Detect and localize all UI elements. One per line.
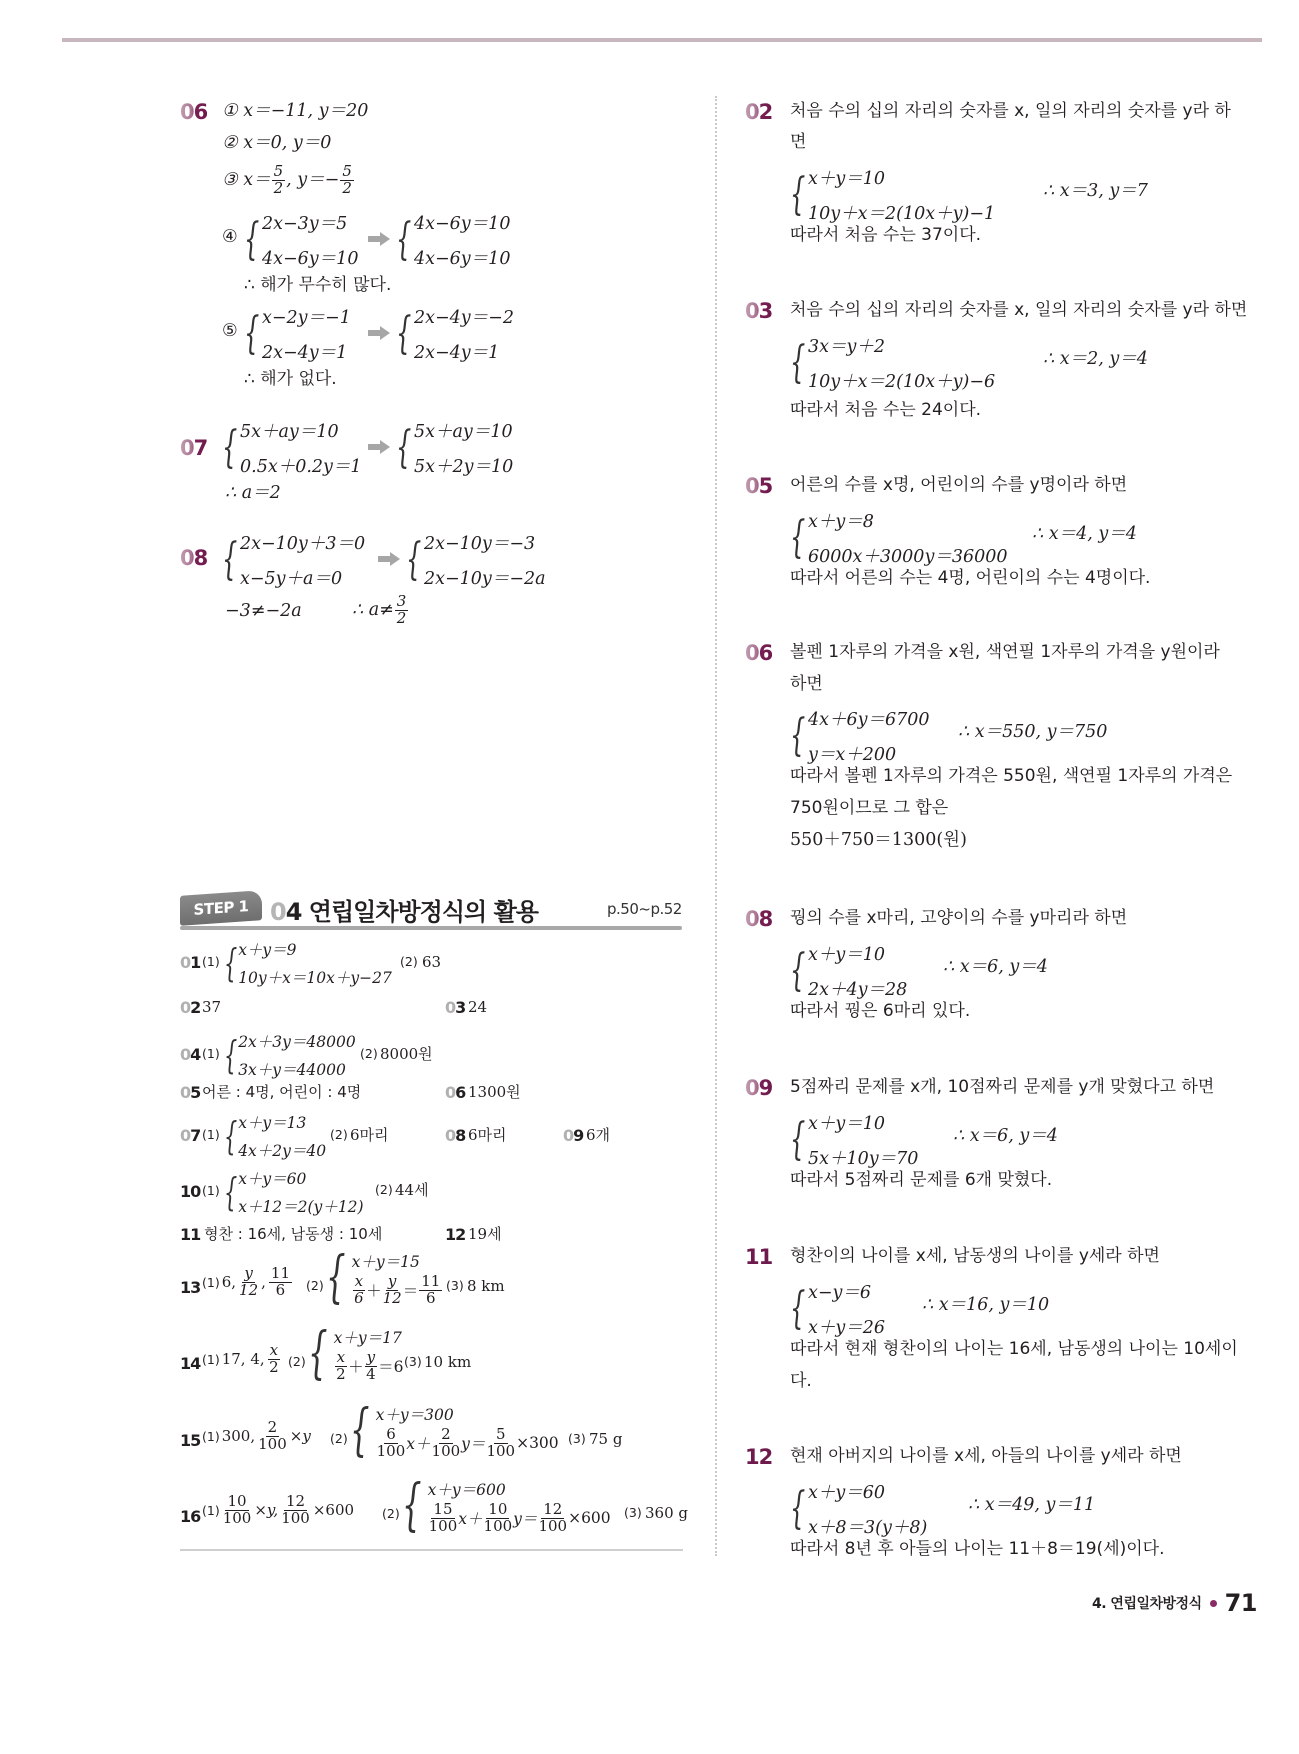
answer-value: 19세: [468, 1225, 502, 1243]
part-label: (1): [202, 1127, 220, 1142]
answer-value: 6마리: [468, 1126, 507, 1144]
brace-icon: {: [224, 1033, 238, 1077]
equation-system: [396, 418, 513, 478]
answer-value: 6마리: [350, 1126, 389, 1144]
eq-line: 4x−6y＝10: [414, 249, 511, 269]
answer-number: 08: [445, 1126, 466, 1145]
answer-value: 1300원: [468, 1083, 521, 1101]
answer-value: 형찬 : 16세, 남동생 : 10세: [204, 1225, 383, 1243]
arrow-right-icon: [378, 552, 400, 566]
conclusion-text: ∴ a≠: [352, 599, 394, 620]
page-range: p.50~p.52: [607, 900, 682, 918]
denominator: 2: [396, 608, 407, 627]
conclusion: ∴ 해가 무수히 많다.: [244, 275, 392, 295]
brace-icon: {: [790, 710, 806, 761]
equation-system: [790, 941, 907, 1001]
equation-system: [308, 1321, 404, 1387]
fraction: $\frac{12}{100}$: [538, 1500, 568, 1535]
numerator: 2: [267, 1418, 278, 1436]
eq-line: x−2y＝−1: [262, 308, 351, 328]
section-bottom-rule: [180, 1549, 683, 1551]
denominator: 100: [258, 1434, 287, 1453]
eq-line: x＋y＝26: [808, 1318, 886, 1338]
answer-number: 16: [180, 1507, 201, 1526]
numerator: 11: [270, 1264, 290, 1282]
answer-value: ×y: [289, 1427, 311, 1446]
brace-icon: {: [308, 1321, 328, 1387]
brace-icon: {: [224, 941, 238, 985]
item-1: ① x＝−11, y＝20: [222, 101, 369, 121]
eq-line: x＋y＝17: [333, 1329, 402, 1347]
arrow-right-icon: [368, 440, 390, 454]
brace-icon: {: [350, 1398, 370, 1464]
equation-system: [350, 1398, 559, 1464]
denominator: 12: [239, 1280, 259, 1299]
equation-system: [224, 1111, 326, 1161]
conclusion: 따라서 어른의 수는 4명, 어린이의 수는 4명이다.: [790, 568, 1151, 588]
denominator: 2: [269, 1357, 279, 1376]
eq-line: 5x＋2y＝10: [414, 457, 514, 477]
result: ∴ x＝2, y＝4: [1043, 349, 1148, 369]
item-3-mid: , y＝−: [286, 169, 340, 190]
brace-icon: {: [326, 1245, 346, 1311]
part-label: (3): [446, 1278, 464, 1293]
section-title: [270, 892, 538, 927]
step-badge: STEP 1: [180, 890, 262, 926]
eq-line: 3x＋y＝44000: [238, 1061, 346, 1079]
answer-value: 44세: [395, 1181, 429, 1199]
equation-system: [396, 304, 514, 364]
eq-line: x＋y＝15: [351, 1253, 420, 1271]
result: ∴ x＝16, y＝10: [922, 1295, 1050, 1315]
answer-number: 03: [445, 998, 466, 1017]
eq-line: 4x＋2y＝40: [238, 1142, 327, 1160]
conclusion: ∴ a＝2: [225, 483, 281, 503]
eq-line: 2x＋4y＝28: [808, 980, 908, 1000]
equation-system: [396, 210, 510, 270]
answer-number: 02: [180, 998, 201, 1017]
eq-line: x＋y＝10: [808, 169, 886, 189]
part-label: (2): [382, 1506, 400, 1521]
answer-value: 6,: [221, 1273, 237, 1292]
fraction: $\frac{2}{100}$: [431, 1425, 461, 1460]
eq-line: 2x＋3y＝48000: [238, 1033, 356, 1051]
fraction: $\frac{x}{6}$: [354, 1272, 364, 1307]
eq-line: [352, 1274, 444, 1307]
eq-line: 2x−3y＝5: [262, 214, 348, 234]
part-label: (3): [568, 1431, 586, 1446]
equation-system: [790, 706, 930, 766]
answer-number: 10: [180, 1182, 201, 1201]
eq-line: x＋y＝600: [427, 1481, 506, 1499]
part-label: (1): [202, 1183, 220, 1198]
operator: ＝: [402, 1282, 419, 1301]
fraction: [269, 1266, 292, 1299]
equation-system: [326, 1245, 443, 1311]
equation-system: [224, 1030, 356, 1080]
brace-icon: {: [224, 1114, 238, 1158]
answer-value: 17, 4,: [221, 1350, 265, 1369]
fraction: [268, 1343, 280, 1376]
item-2: ② x＝0, y＝0: [222, 133, 332, 153]
numerator: 12: [285, 1492, 306, 1510]
chapter-title: 4. 연립일차방정식: [1092, 1596, 1202, 1612]
eq-line: x＋y＝10: [808, 1114, 886, 1134]
answer-number: 04: [180, 1045, 201, 1064]
answer-number: 09: [563, 1126, 584, 1145]
brace-icon: {: [406, 534, 422, 585]
numerator: 5: [342, 162, 352, 180]
numerator: x: [269, 1341, 279, 1359]
eq-line: x＋y＝10: [808, 945, 886, 965]
problem-number: 02: [745, 100, 773, 124]
part-label: (1): [202, 1046, 220, 1061]
eq-line: 5x＋ay＝10: [414, 422, 513, 442]
problem-number: 12: [745, 1445, 773, 1469]
numerator: y: [244, 1264, 253, 1282]
fraction: $\frac{x}{2}$: [336, 1348, 346, 1383]
text-line: 면: [790, 132, 807, 152]
problem-number: 06: [745, 641, 773, 665]
denominator: 6: [275, 1280, 286, 1299]
brace-icon: {: [222, 422, 238, 473]
item-4-label: ④: [222, 227, 238, 247]
eq-line: 10y＋x＝2(10x＋y)−1: [808, 204, 996, 224]
answer-value: 75 g: [589, 1430, 623, 1448]
step-underline: [180, 926, 682, 930]
brace-icon: {: [244, 214, 260, 265]
equation-system: [790, 1479, 927, 1539]
eq-line: 2x−4y＝1: [414, 343, 500, 363]
operator: ＋: [366, 1282, 382, 1301]
term: x＋: [458, 1510, 483, 1529]
part-label: (3): [404, 1354, 422, 1369]
equation-system: [406, 530, 546, 590]
equation-system: [224, 1167, 364, 1217]
page-number: 71: [1224, 1589, 1258, 1617]
denominator: 100: [281, 1508, 310, 1527]
bullet-dot-icon: [1210, 1600, 1217, 1607]
eq-line: 10y＋x＝10x＋y−27: [238, 969, 392, 987]
eq-line: 4x−6y＝10: [262, 249, 359, 269]
answer-value: 6개: [586, 1126, 611, 1144]
eq-line: 10y＋x＝2(10x＋y)−6: [808, 372, 996, 392]
item-3-label: ③ x＝: [222, 169, 271, 190]
answer-value: 8 km: [467, 1277, 505, 1295]
result: ∴ x＝550, y＝750: [958, 722, 1108, 742]
brace-icon: {: [244, 308, 260, 359]
text-line: 5점짜리 문제를 x개, 10점짜리 문제를 y개 맞혔다고 하면: [790, 1077, 1215, 1097]
text-line: 하면: [790, 674, 823, 694]
fraction: $\frac{y}{12}$: [382, 1272, 402, 1307]
equation-system: [790, 508, 1008, 568]
problem-number: 05: [745, 474, 773, 498]
brace-icon: {: [790, 945, 806, 996]
answer-value: 어른 : 4명, 어린이 : 4명: [202, 1083, 362, 1101]
eq-line: 2x−10y＋3＝0: [240, 534, 366, 554]
arrow-right-icon: [368, 326, 390, 340]
part-label: (2): [330, 1431, 348, 1446]
part-label: (2): [288, 1354, 306, 1369]
eq-line: 2x−10y＝−2a: [424, 569, 546, 589]
conclusion: 따라서 꿩은 6마리 있다.: [790, 1001, 971, 1021]
brace-icon: {: [790, 337, 806, 388]
conclusion: 따라서 5점짜리 문제를 6개 맞혔다.: [790, 1170, 1053, 1190]
answer-value: 360 g: [645, 1504, 689, 1522]
brace-icon: {: [224, 1170, 238, 1214]
answer-number: 07: [180, 1126, 201, 1145]
term: y＝: [461, 1435, 486, 1454]
answer-number: 14: [180, 1354, 201, 1373]
eq-line: 4x＋6y＝6700: [808, 710, 930, 730]
text-line: 어른의 수를 x명, 어린이의 수를 y명이라 하면: [790, 475, 1128, 495]
numerator: 10: [227, 1492, 247, 1510]
eq-line: 2x−4y＝−2: [414, 308, 514, 328]
title-text: 연립일차방정식의 활용: [308, 898, 538, 926]
conclusion: 따라서 처음 수는 24이다.: [790, 400, 982, 420]
numerator: 3: [396, 592, 407, 610]
text-line: 꿩의 수를 x마리, 고양이의 수를 y마리라 하면: [790, 908, 1128, 928]
conclusion: 따라서 처음 수는 37이다.: [790, 225, 982, 245]
term: x＋: [406, 1435, 431, 1454]
term: y＝: [513, 1510, 538, 1529]
problem-number: 07: [180, 436, 208, 460]
text-line: 현재 아버지의 나이를 x세, 아들의 나이를 y세라 하면: [790, 1446, 1182, 1466]
operator: ＝6: [378, 1358, 404, 1377]
answer-value: 10 km: [424, 1353, 472, 1371]
answer-number: 12: [445, 1225, 466, 1244]
part-label: (2): [360, 1046, 378, 1061]
eq-line: x＋y＝13: [238, 1114, 307, 1132]
arrow-right-icon: [368, 232, 390, 246]
fraction: $\frac{11}{6}$: [421, 1272, 441, 1307]
answer-number: 06: [445, 1083, 466, 1102]
brace-icon: {: [790, 512, 806, 563]
text-line: 처음 수의 십의 자리의 숫자를 x, 일의 자리의 숫자를 y라 하: [790, 101, 1231, 121]
eq-line: x＋y＝60: [808, 1483, 886, 1503]
part-label: (1): [202, 1274, 220, 1290]
equation-system: [244, 210, 358, 270]
part-label: (1): [202, 954, 220, 969]
result: ∴ x＝6, y＝4: [953, 1126, 1058, 1146]
eq-line: x＋12＝2(y＋12): [238, 1198, 364, 1216]
equation-system: [222, 418, 362, 478]
eq-line: x−5y＋a＝0: [240, 569, 343, 589]
fraction: [239, 1266, 258, 1299]
equation-system: [790, 333, 995, 393]
brace-icon: {: [222, 534, 238, 585]
answer-value: 37: [202, 998, 222, 1016]
fraction: $\frac{6}{100}$: [376, 1425, 406, 1460]
eq-line: x−y＝6: [808, 1283, 872, 1303]
problem-number: 11: [745, 1245, 773, 1269]
fraction: $\frac{5}{100}$: [486, 1425, 516, 1460]
fraction: [258, 1420, 287, 1453]
result: ∴ x＝4, y＝4: [1032, 524, 1137, 544]
problem-number: 06: [180, 100, 208, 124]
answer-value: ×y,: [254, 1501, 279, 1520]
result: ∴ x＝3, y＝7: [1043, 181, 1148, 201]
fraction: [272, 164, 286, 197]
eq-line: [428, 1502, 611, 1535]
fraction: [223, 1494, 252, 1527]
answer-value: 8000원: [380, 1045, 433, 1063]
numerator: 5: [273, 162, 284, 180]
part-1: [202, 1420, 311, 1453]
fraction: [281, 1494, 310, 1527]
part-label: (2): [306, 1278, 324, 1293]
conclusion: 550＋750＝1300(원): [790, 830, 967, 850]
answer-value: 300,: [221, 1427, 256, 1446]
brace-icon: {: [402, 1473, 422, 1539]
text-line: 처음 수의 십의 자리의 숫자를 x, 일의 자리의 숫자를 y라 하면: [790, 300, 1248, 320]
problem-number: 08: [745, 907, 773, 931]
brace-icon: {: [790, 1483, 806, 1534]
eq-line: x＋8＝3(y＋8): [808, 1518, 928, 1538]
eq-line: 5x＋ay＝10: [240, 422, 339, 442]
result: ∴ x＝49, y＝11: [968, 1495, 1096, 1515]
conclusion: 따라서 볼펜 1자루의 가격은 550원, 색연필 1자루의 가격은: [790, 766, 1233, 786]
answer-number: 05: [180, 1083, 201, 1102]
eq-line: 3x＝y＋2: [808, 337, 886, 357]
part-label: (2): [400, 954, 418, 969]
conclusion: [352, 594, 409, 627]
eq-line: [376, 1427, 559, 1460]
top-rule: [62, 38, 1262, 42]
answer-number: 01: [180, 953, 201, 972]
part-label: (2): [375, 1182, 393, 1197]
term: ×600: [568, 1509, 611, 1528]
equation-system: [244, 304, 351, 364]
eq-line: x＋y＝60: [238, 1170, 307, 1188]
problem-number: 03: [745, 299, 773, 323]
text-line: 형찬이의 나이를 x세, 남동생의 나이를 y세라 하면: [790, 1246, 1160, 1266]
eq-line: x＋y＝9: [238, 941, 297, 959]
answer-number: 11: [180, 1225, 201, 1244]
part-label: (2): [330, 1127, 348, 1142]
part-label: (3): [624, 1505, 642, 1520]
denominator: 2: [273, 178, 284, 197]
brace-icon: {: [790, 1283, 806, 1334]
part-1: [202, 1494, 354, 1527]
part-1: (1) 6, $\frac{y}{12}$ , $\frac{11}{6}$: [202, 1264, 290, 1299]
brace-icon: {: [396, 308, 412, 359]
brace-icon: {: [396, 422, 412, 473]
denominator: 100: [222, 1508, 252, 1527]
conclusion: 따라서 현재 형찬이의 나이는 16세, 남동생의 나이는 10세이: [790, 1339, 1238, 1359]
eq-line: x＋y＝8: [808, 512, 874, 532]
conclusion: 750원이므로 그 합은: [790, 798, 949, 818]
conclusion: 다.: [790, 1371, 812, 1391]
eq-line: 0.5x＋0.2y＝1: [240, 457, 362, 477]
equation-system: [224, 938, 392, 988]
conclusion: ∴ 해가 없다.: [244, 369, 337, 389]
brace-icon: {: [396, 214, 412, 265]
equation-system: [402, 1473, 611, 1539]
term: ×300: [516, 1434, 559, 1453]
problem-number: 08: [180, 546, 208, 570]
result: ∴ x＝6, y＝4: [943, 957, 1048, 977]
item-3: [222, 164, 355, 197]
title-zero: 0: [270, 898, 286, 926]
problem-number: 09: [745, 1076, 773, 1100]
eq-line: 6000x＋3000y＝36000: [808, 547, 1008, 567]
part-label: (1): [202, 1351, 220, 1367]
equation-system: [222, 530, 365, 590]
brace-icon: {: [790, 1114, 806, 1165]
title-number: 4: [285, 898, 302, 926]
answer-number: 15: [180, 1431, 201, 1450]
eq-line: 2x−10y＝−3: [424, 534, 536, 554]
denominator: 2: [342, 178, 352, 197]
equation-system: [790, 165, 995, 225]
fraction: $\frac{y}{4}$: [366, 1348, 376, 1383]
item-5-label: ⑤: [222, 321, 238, 341]
eq-line: 2x−4y＝1: [262, 343, 348, 363]
eq-line: [334, 1350, 404, 1383]
equation-system: [790, 1110, 918, 1170]
fraction: $\frac{10}{100}$: [483, 1500, 513, 1535]
operator: ＋: [348, 1358, 364, 1377]
fraction: $\frac{15}{100}$: [428, 1500, 458, 1535]
eq-line: x＋y＝300: [375, 1406, 454, 1424]
answer-value: 24: [468, 998, 488, 1016]
fraction: [340, 164, 354, 197]
eq-line: 4x−6y＝10: [414, 214, 511, 234]
page-footer: [1092, 1589, 1257, 1617]
part-label: (1): [202, 1502, 220, 1518]
conclusion: 따라서 8년 후 아들의 나이는 11＋8＝19(세)이다.: [790, 1539, 1165, 1559]
part-1: [202, 1343, 281, 1376]
brace-icon: {: [790, 169, 806, 220]
equation-system: [790, 1279, 885, 1339]
answer-number: 13: [180, 1278, 201, 1297]
eq-line: y＝x＋200: [808, 745, 897, 765]
inequation: −3≠−2a: [225, 601, 302, 621]
column-divider: [715, 96, 717, 1556]
fraction: [395, 594, 409, 627]
text-line: 볼펜 1자루의 가격을 x원, 색연필 1자루의 가격을 y원이라: [790, 642, 1220, 662]
part-label: (1): [202, 1428, 220, 1444]
answer-value: 63: [422, 953, 442, 971]
answer-value: ×600: [312, 1501, 355, 1520]
eq-line: 5x＋10y＝70: [808, 1149, 919, 1169]
